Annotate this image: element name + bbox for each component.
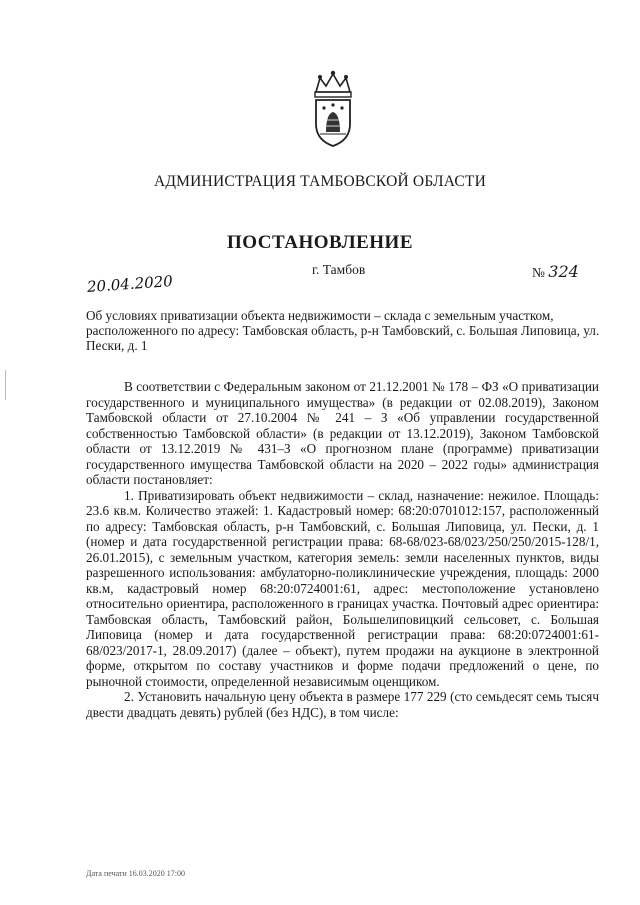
document-date: 20.04.2020 [86,272,174,296]
number-value: 324 [548,262,579,281]
print-date-footer: Дата печати 16.03.2020 17:00 [86,869,185,878]
document-type-title: ПОСТАНОВЛЕНИЕ [226,232,414,253]
tambov-coat-of-arms-icon [302,70,364,150]
document-number [532,262,579,281]
document-body [86,379,599,720]
document-city: г. Тамбов [312,262,366,277]
scan-margin-mark [5,370,6,400]
organization-name: АДМИНИСТРАЦИЯ ТАМБОВСКОЙ ОБЛАСТИ [154,173,486,190]
item-1-paragraph: 1. Приватизировать объект недвижимости – склад, назначение: нежилое. Площадь: 23.6 кв.м. Количество этажей: 1. Кадастровый номер: 68:20:0701012:157, расположенный по адресу: Тамбовская область, р-н Тамбовский, с. Большая Липовица, ул. Пески, д. 1 (номер и дата государственной регистрации права: 68-68/023-68/023/250/250/2015-128/1, 26.01.2015), с земельным участком, категория земель: земли населенных пунктов, виды разрешенного использования: амбулаторно-поликлинические учреждения, площадь: 2000 кв.м, кадастровый номер 68:20:0724001:61, адрес: местоположение установлено относительно ориентира, расположенного в границах участка. Почтовый адрес ориентира: Тамбовская область, Тамбовский район, Большелиповицкий сельсовет, с. Большая Липовица (номер и дата государственной регистрации права: 68:20:0724001:61-68/023/2017-1, 28.09.2017) (далее – объект), путем продажи на аукционе в электронной форме, открытом по составу участников и форме подачи предложений о цене, по рыночной стоимости, определенной независимым оценщиком. [86,487,599,689]
preamble-paragraph: В соответствии с Федеральным законом от 21.12.2001 № 178 – ФЗ «О приватизации государственного и муниципального имущества» (в редакции от 02.08.2019), Законом Тамбовской области от 27.10.2004 № 241 – З «Об управлении государственной собственностью Тамбовской области» (в редакции от 13.12.2019), Законом Тамбовской области от 13.12.2019 № 431–З «О прогнозном плане (программе) приватизации государственного имущества Тамбовской области на 2020 – 2022 годы» администрация области постановляет: [86,379,599,487]
document-subject: Об условиях приватизации объекта недвижимости – склада с земельным участком, расположенного по адресу: Тамбовская область, р-н Тамбовский, с. Большая Липовица, ул. Пески, д. 1 [86,308,600,353]
number-prefix: № [532,265,545,280]
item-2-paragraph: 2. Установить начальную цену объекта в размере 177 229 (сто семьдесят семь тысяч двести двадцать девять) рублей (без НДС), в том числе: [86,689,599,720]
